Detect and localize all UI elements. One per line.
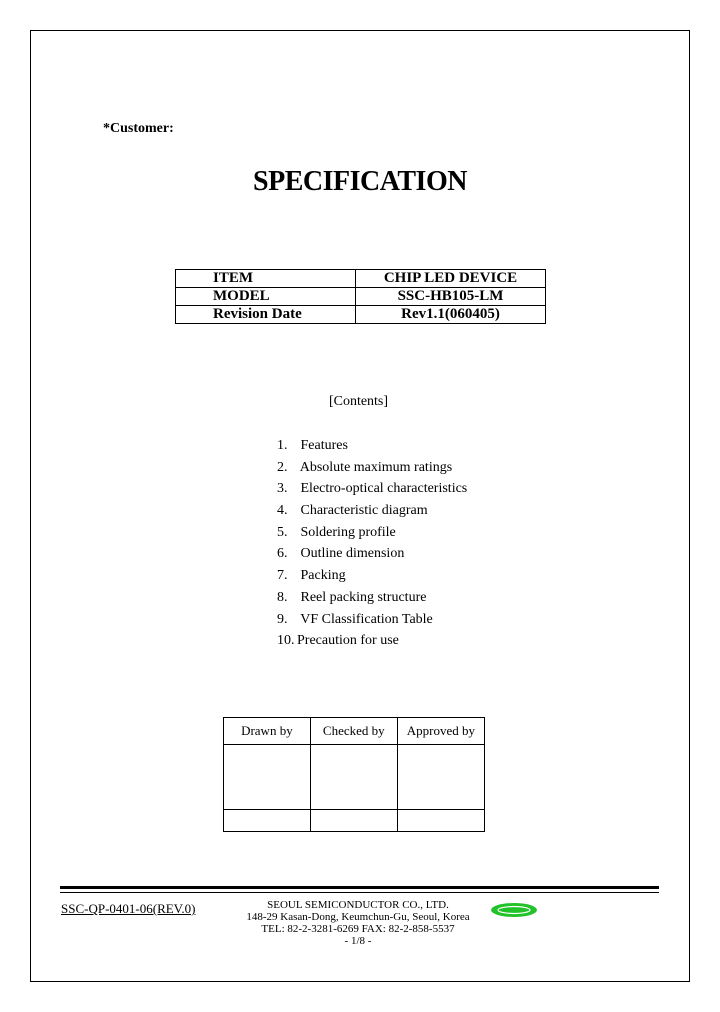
- checked-by-header: Checked by: [310, 718, 397, 745]
- list-item-number: 7.: [277, 568, 288, 584]
- page-title: SPECIFICATION: [253, 166, 467, 197]
- drawn-by-date-cell: [224, 810, 311, 832]
- checked-by-date-cell: [310, 810, 397, 832]
- list-item-number: 4.: [277, 503, 288, 519]
- list-item-label: Features: [300, 438, 348, 453]
- list-item-number: 9.: [277, 611, 288, 627]
- list-item-number: 3.: [277, 481, 288, 497]
- drawn-by-signature-cell: [224, 745, 311, 810]
- list-item: [277, 544, 467, 566]
- contents-list: [277, 436, 467, 653]
- list-item-label: Reel packing structure: [300, 589, 427, 605]
- table-row: [176, 270, 546, 288]
- list-item-label: Absolute maximum ratings: [299, 459, 453, 475]
- list-item: [277, 479, 467, 501]
- list-item-label: Electro-optical characteristics: [300, 481, 468, 497]
- list-item-label: Packing: [300, 568, 346, 584]
- list-item: [277, 458, 467, 480]
- drawn-by-header: Drawn by: [224, 718, 311, 745]
- list-item-number: 6.: [277, 546, 288, 562]
- list-item: [277, 631, 467, 653]
- approved-by-date-cell: [397, 810, 484, 832]
- company-logo-icon: [490, 902, 538, 918]
- document-number: SSC-QP-0401-06(REV.0): [61, 901, 196, 916]
- revision-date-label: Revision Date: [176, 306, 356, 324]
- table-row: [176, 288, 546, 306]
- footer-rule-thin: [60, 892, 659, 893]
- list-item-label: Outline dimension: [300, 546, 405, 562]
- contents-heading: [Contents]: [328, 394, 389, 409]
- table-row: [224, 745, 485, 810]
- list-item: [277, 588, 467, 610]
- list-item-number: 5.: [277, 524, 288, 540]
- list-item-label: Characteristic diagram: [300, 503, 428, 519]
- spec-info-table: [175, 269, 546, 324]
- approved-by-signature-cell: [397, 745, 484, 810]
- signoff-table: [223, 717, 485, 832]
- list-item: [277, 610, 467, 632]
- company-address: 148-29 Kasan-Dong, Keumchun-Gu, Seoul, Korea: [246, 911, 470, 923]
- company-info: [243, 899, 473, 947]
- list-item-label: Precaution for use: [297, 633, 399, 649]
- list-item-number: 2.: [277, 459, 288, 475]
- table-row: [176, 306, 546, 324]
- item-label: ITEM: [176, 270, 356, 288]
- list-item-label: VF Classification Table: [300, 611, 433, 627]
- item-value: CHIP LED DEVICE: [356, 270, 546, 288]
- footer-rule-thick: [60, 886, 659, 889]
- list-item: [277, 501, 467, 523]
- list-item-number: 1.: [277, 438, 288, 453]
- list-item-label: Soldering profile: [300, 524, 396, 540]
- model-label: MODEL: [176, 288, 356, 306]
- approved-by-header: Approved by: [397, 718, 484, 745]
- model-value: SSC-HB105-LM: [356, 288, 546, 306]
- checked-by-signature-cell: [310, 745, 397, 810]
- table-row: [224, 718, 485, 745]
- list-item-number: 8.: [277, 589, 288, 605]
- table-row: [224, 810, 485, 832]
- customer-label: *Customer:: [103, 121, 174, 136]
- revision-date-value: Rev1.1(060405): [356, 306, 546, 324]
- company-name: SEOUL SEMICONDUCTOR CO., LTD.: [267, 899, 449, 911]
- list-item: [277, 523, 467, 545]
- list-item: [277, 566, 467, 588]
- company-phone-fax: TEL: 82-2-3281-6269 FAX: 82-2-858-5537: [261, 923, 455, 935]
- list-item-number: 10.: [277, 633, 295, 649]
- page-number: - 1/8 -: [344, 935, 372, 947]
- list-item: [277, 436, 467, 458]
